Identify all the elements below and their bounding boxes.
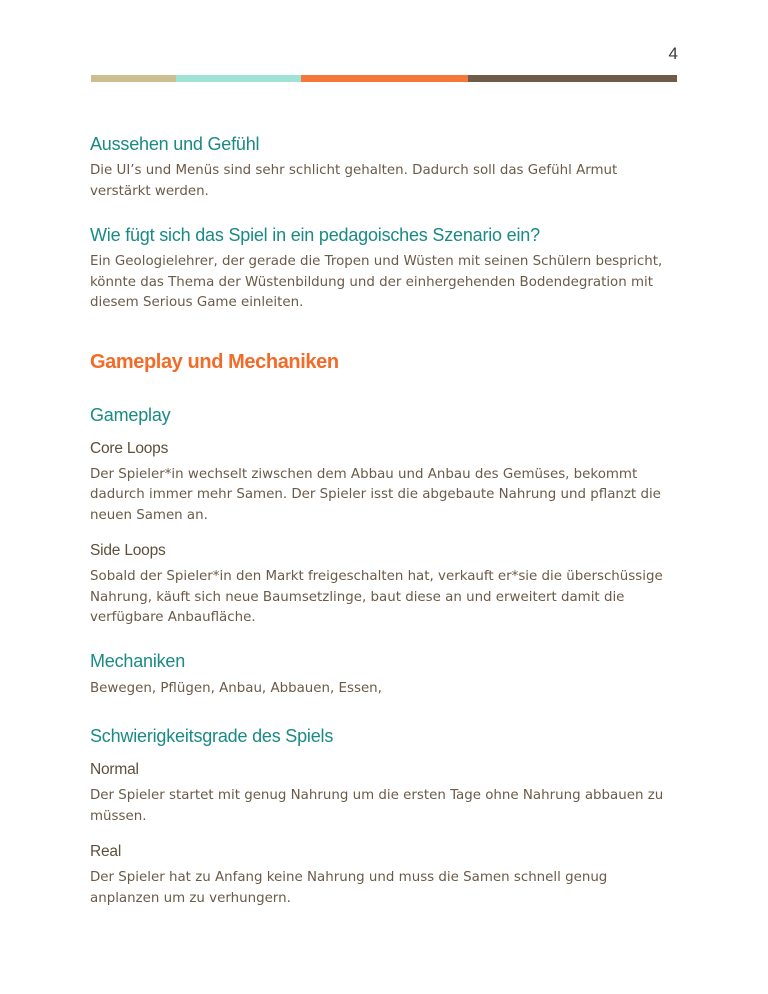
heading-gameplay-mechanics: Gameplay und Mechaniken	[90, 350, 339, 373]
header-color-bar	[91, 75, 677, 82]
heading-normal: Normal	[90, 761, 139, 778]
color-bar-segment-beige	[91, 75, 176, 82]
heading-mechanics: Mechaniken	[90, 650, 186, 671]
document-body	[90, 132, 680, 909]
paragraph-look-feel: Die UI’s und Menüs sind sehr schlicht gehalten. Dadurch soll das Gefühl Armut verstärkt werden.	[90, 163, 618, 199]
paragraph-pedagogy: Ein Geologielehrer, der gerade die Tropen und Wüsten mit seinen Schülern bespricht, könnte das Thema der Wüstenbildung und der einhergehenden Bodendegration mit diesem Serious Game einleiten.	[90, 254, 663, 310]
heading-core-loops: Core Loops	[90, 439, 169, 457]
heading-side-loops: Side Loops	[90, 542, 166, 559]
paragraph-core-loops: Der Spieler*in wechselt ziwschen dem Abbau und Anbau des Gemüses, bekommt dadurch immer mehr Samen. Der Spieler isst die abgebaute Nahrung und pflanzt die neuen Samen an.	[90, 466, 661, 523]
paragraph-normal: Der Spieler startet mit genug Nahrung um die ersten Tage ohne Nahrung abbauen zu müssen.	[90, 788, 664, 824]
paragraph-mechanics: Bewegen, Pflügen, Anbau, Abbauen, Essen,	[90, 680, 382, 696]
color-bar-segment-orange	[301, 75, 468, 82]
paragraph-side-loops: Sobald der Spieler*in den Markt freigeschalten hat, verkauft er*sie die überschüssige Nahrung, käuft sich neue Baumsetzlinge, baut diese an und erweitert damit die verfügbare Anbaufläche.	[90, 569, 663, 625]
heading-look-feel: Aussehen und Gefühl	[90, 134, 260, 154]
heading-difficulty: Schwierigkeitsgrade des Spiels	[90, 726, 334, 746]
color-bar-segment-brown	[468, 75, 677, 82]
heading-gameplay: Gameplay	[90, 404, 171, 425]
page-number: 4	[668, 44, 678, 63]
paragraph-real: Der Spieler hat zu Anfang keine Nahrung und muss die Samen schnell genug anplanzen um zu verhungern.	[90, 870, 608, 906]
color-bar-segment-mint	[176, 75, 301, 82]
heading-real: Real	[90, 843, 122, 860]
heading-pedagogy: Wie fügt sich das Spiel in ein pedagoisches Szenario ein?	[90, 225, 540, 245]
